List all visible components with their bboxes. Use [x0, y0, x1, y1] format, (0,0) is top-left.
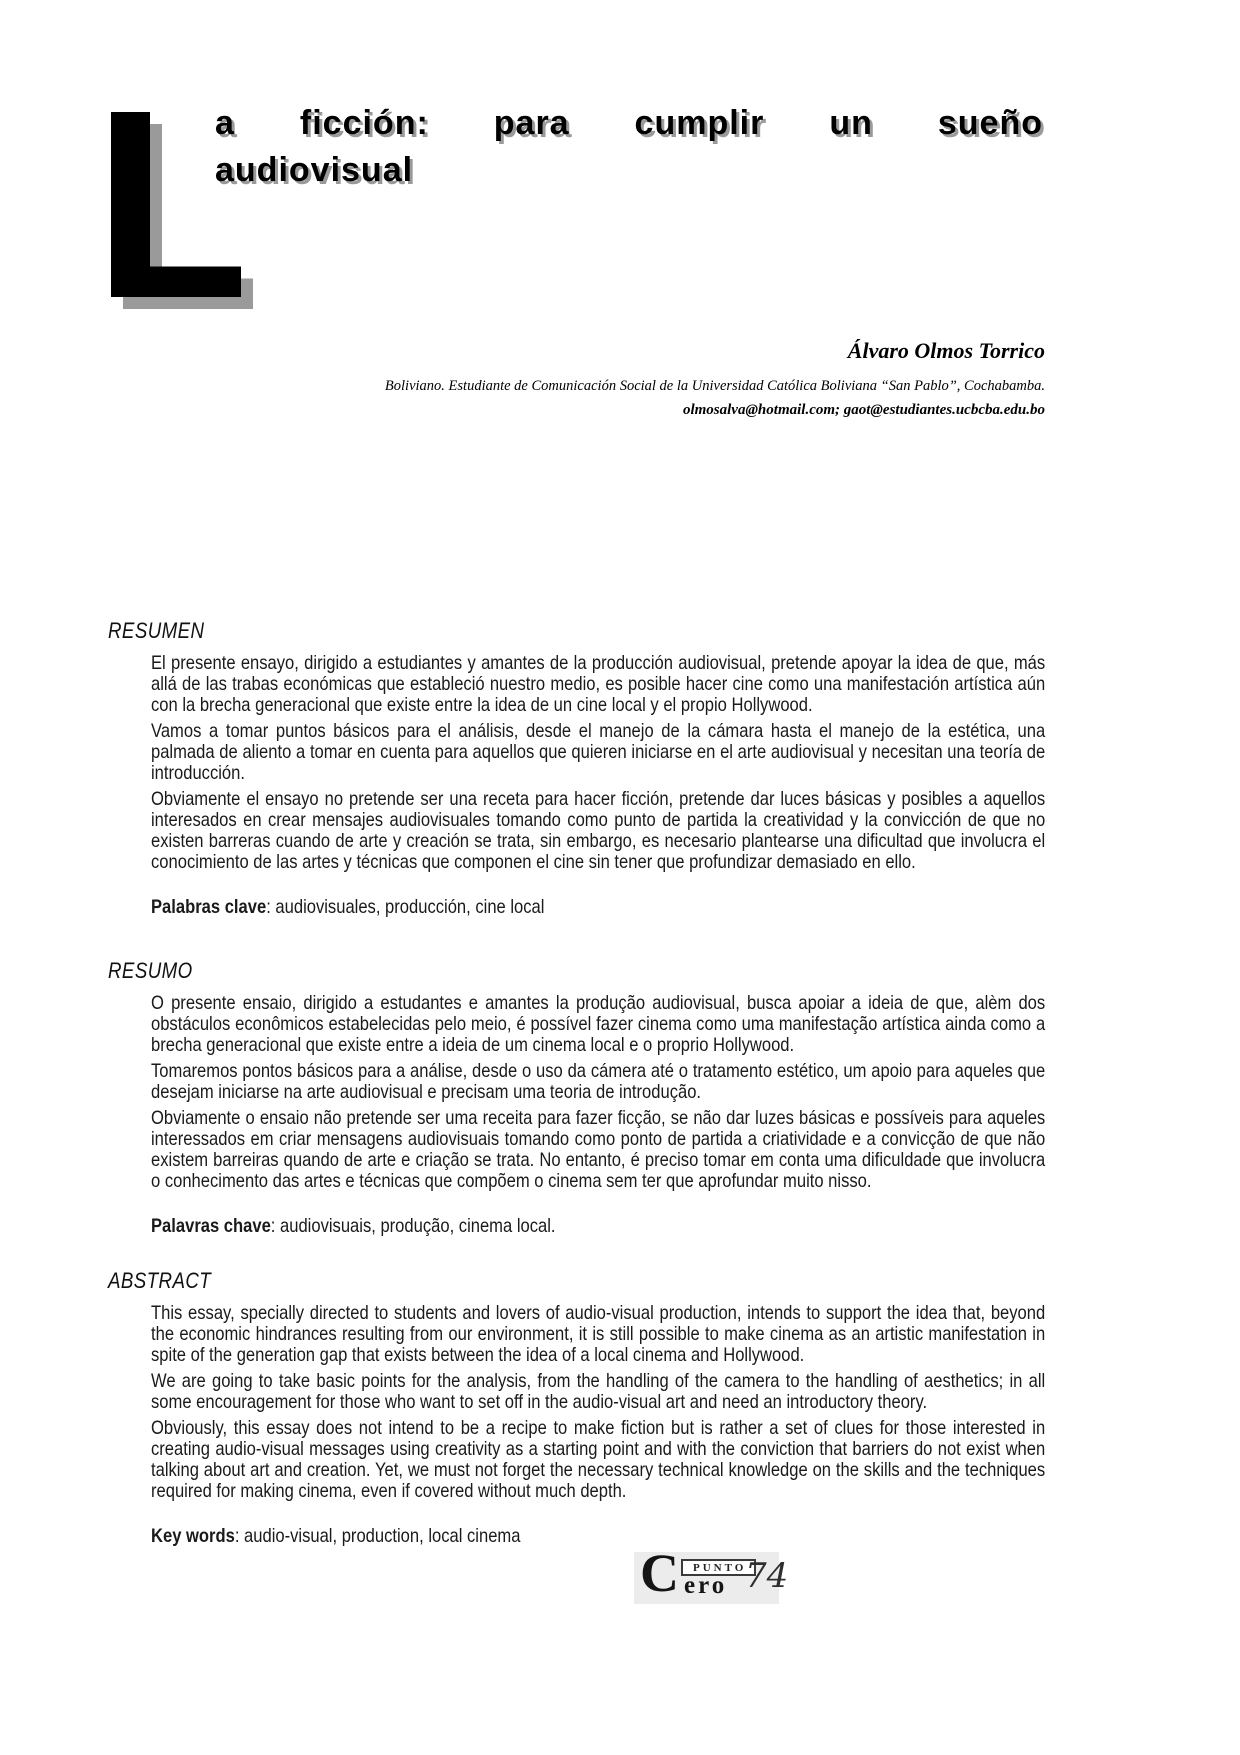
- paragraph: This essay, specially directed to students and lovers of audio-visual production, intends to support the idea that, beyond the economic hindrances resulting from our environment, it is still possible to make cinema as an artistic manifestation in spite of the generation gap that exists between the idea of a local cinema and Hollywood.: [151, 1302, 1046, 1366]
- author-emails: olmosalva@hotmail.com; gaot@estudiantes.ucbcba.edu.bo: [682, 402, 1045, 418]
- paragraph: El presente ensayo, dirigido a estudiantes y amantes de la producción audiovisual, pretende apoyar la idea de que, más allá de las trabas económicas que estableció nuestro medio, es posible hacer cine como una manifestación artística aún con la brecha generacional que existe entre la idea de un cine local y el propio Hollywood.: [151, 652, 1046, 716]
- paragraph: Tomaremos pontos básicos para a análise, desde o uso da cámera até o tratamento estético, um apoio para aqueles que desejam iniciarse na arte audiovisual e precisam uma teoria de introdução.: [151, 1060, 1046, 1103]
- paragraph: Obviously, this essay does not intend to be a recipe to make fiction but is rather a set of clues for those interested in creating audio-visual messages using creativity as a starting point and with the conviction that barriers do not exist when talking about art and creation. Yet, we must not forget the necessary technical knowledge on the skills and the techniques required for making cinema, even if covered without much depth.: [151, 1417, 1046, 1502]
- paragraph: Vamos a tomar puntos básicos para el análisis, desde el manejo de la cámara hasta el manejo de la estética, una palmada de aliento a tomar en cuenta para aquellos que quieren iniciarse en el arte audiovisual y necesitan una teoría de introducción.: [151, 720, 1046, 784]
- puntocero-logo: [634, 1543, 789, 1604]
- keywords-text: : audiovisuales, producción, cine local: [266, 896, 545, 918]
- keywords-label: Palabras clave: [151, 896, 267, 918]
- section-resumen: [108, 618, 1048, 923]
- paragraph: Obviamente o ensaio não pretende ser uma receita para fazer ficção, se não dar luzes básicas e possíveis para aqueles interessados em criar mensagens audiovisuais tomando como ponto de partida a criatividade e a convicção de que não existem barreiras quando de arte e criação se trata. No entanto, é preciso tomar em conta uma dificuldade que involucra o conhecimento das artes e técnicas que compõem o cinema sem ter que aprofundar muito nisso.: [151, 1107, 1046, 1192]
- article-title: [215, 100, 1043, 194]
- keywords-line: [151, 897, 1045, 918]
- section-resumen-heading: RESUMEN: [108, 618, 205, 643]
- section-abstract-heading: ABSTRACT: [108, 1268, 212, 1293]
- author-block: [385, 338, 1045, 419]
- logo-letter-c: C: [640, 1543, 679, 1603]
- keywords-text: : audio-visual, production, local cinema: [234, 1525, 521, 1547]
- page-number: 74: [745, 1556, 789, 1596]
- article-title-line2: audiovisual: [215, 151, 414, 189]
- logo-punto-box: PUNTO: [681, 1559, 756, 1576]
- section-abstract: [108, 1268, 1048, 1552]
- keywords-label: Key words: [151, 1525, 235, 1547]
- section-resumo-heading: RESUMO: [108, 958, 193, 983]
- keywords-line: [151, 1216, 1045, 1237]
- section-resumo: [108, 958, 1048, 1242]
- paragraph: We are going to take basic points for the analysis, from the handling of the camera to the handling of aesthetics; in all some encouragement for those who want to set off in the audio-visual art and need an introductory theory.: [151, 1370, 1046, 1413]
- keywords-label: Palavras chave: [151, 1215, 271, 1237]
- paragraph: O presente ensaio, dirigido a estudantes e amantes la produção audiovisual, busca apoiar a ideia de que, alèm dos obstáculos econômicos estabelecidas pelo meio, é possível fazer cinema como uma manifestação artística ainda como a brecha generacional que existe entre a ideia de um cinema local e o proprio Hollywood.: [151, 992, 1046, 1056]
- author-affiliation: Boliviano. Estudiante de Comunicación Social de la Universidad Católica Boliviana “San Pablo”, Cochabamba.: [384, 378, 1045, 394]
- author-name: Álvaro Olmos Torrico: [847, 338, 1045, 363]
- logo-ero: ero: [684, 1572, 728, 1599]
- keywords-line: [151, 1526, 1045, 1547]
- article-title-line1: a ficción: para cumplir un sueño: [215, 104, 1043, 142]
- paragraph: Obviamente el ensayo no pretende ser una receta para hacer ficción, pretende dar luces básicas y posibles a aquellos interesados en crear mensajes audiovisuales tomando como punto de partida la creatividad y la convicción de que no existen barreras cuando de arte y creación se trata, sin embargo, es necesario plantearse una dificultad que involucra el conocimiento de las artes y técnicas que componen el cine sin tener que profundizar demasiado en ello.: [151, 788, 1046, 873]
- keywords-text: : audiovisuais, produção, cinema local.: [270, 1215, 556, 1237]
